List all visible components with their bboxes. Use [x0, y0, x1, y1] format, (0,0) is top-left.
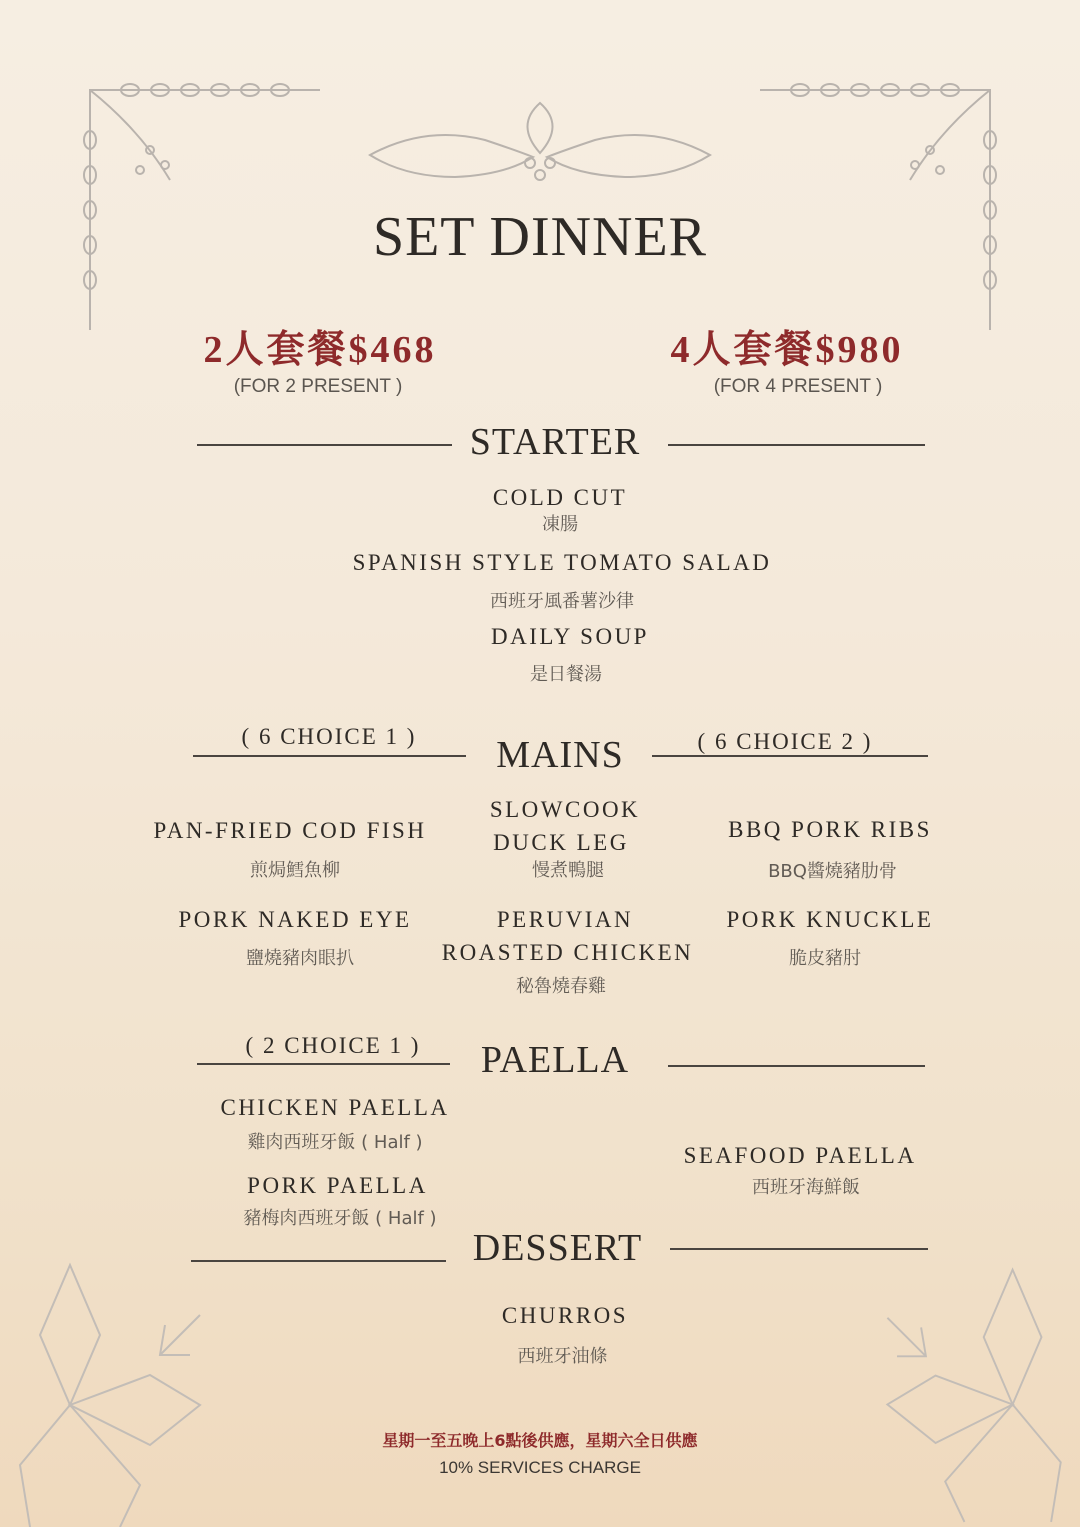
dish-name: CHURROS	[501, 1303, 629, 1328]
starter-heading: STARTER	[469, 421, 641, 463]
dish-name-zh: 脆皮豬肘	[789, 948, 861, 969]
mains-choice-left: ( 6 CHOICE 1 )	[241, 724, 417, 749]
dish-name: SPANISH STYLE TOMATO SALAD	[352, 550, 772, 575]
dish-name-zh: 西班牙海鮮飯	[752, 1177, 860, 1198]
dish-name: SEAFOOD PAELLA	[683, 1143, 917, 1168]
divider	[668, 444, 925, 446]
service-charge: 10% SERVICES CHARGE	[439, 1458, 641, 1477]
dish-name: DAILY SOUP	[491, 624, 649, 649]
set-4-note: (FOR 4 PRESENT )	[713, 376, 883, 397]
divider	[668, 1065, 925, 1067]
dish-name: PAN-FRIED COD FISH	[153, 818, 427, 843]
divider	[193, 755, 466, 757]
dish-name: PORK KNUCKLE	[726, 907, 934, 932]
divider	[197, 1063, 450, 1065]
dessert-heading: DESSERT	[472, 1227, 643, 1269]
set-2-note: (FOR 2 PRESENT )	[233, 376, 403, 397]
dish-name-zh: 鹽燒豬肉眼扒	[246, 948, 354, 969]
paella-heading: PAELLA	[480, 1039, 630, 1081]
divider	[197, 444, 452, 446]
dish-name-zh: 西班牙油條	[517, 1346, 608, 1367]
dish-name-zh: 秘魯燒春雞	[516, 976, 606, 997]
service-hours: 星期一至五晚上6點後供應，星期六全日供應	[382, 1431, 698, 1450]
dish-name: SLOWCOOK	[489, 797, 641, 822]
dish-name: PORK NAKED EYE	[178, 907, 412, 932]
dish-name-zh: 煎焗鱈魚柳	[250, 860, 340, 881]
dish-name: ROASTED CHICKEN	[441, 940, 694, 965]
mains-heading: MAINS	[496, 734, 624, 776]
divider	[191, 1260, 446, 1262]
set-4-price: 4人套餐$980	[670, 329, 904, 371]
divider	[652, 755, 928, 757]
dish-name-zh: BBQ醬燒豬肋骨	[768, 861, 897, 882]
dish-name: DUCK LEG	[493, 830, 629, 855]
snowflake-icon	[0, 1255, 270, 1527]
page-title: SET DINNER	[372, 206, 708, 268]
dish-name-zh: 慢煮鴨腿	[532, 860, 604, 881]
paella-choice: ( 2 CHOICE 1 )	[245, 1033, 421, 1058]
set-2-price: 2人套餐$468	[203, 329, 437, 371]
dish-name: CHICKEN PAELLA	[220, 1095, 450, 1120]
dish-name: COLD CUT	[492, 485, 628, 510]
divider	[670, 1248, 928, 1250]
dish-name-zh: 西班牙風番薯沙律	[490, 591, 634, 612]
dish-name: PORK PAELLA	[247, 1173, 428, 1198]
dish-name: BBQ PORK RIBS	[728, 817, 932, 842]
mains-choice-right: ( 6 CHOICE 2 )	[697, 729, 873, 754]
snowflake-icon	[820, 1255, 1080, 1527]
dish-name: PERUVIAN	[496, 907, 634, 932]
dish-name-zh: 雞肉西班牙飯 ( Half )	[247, 1132, 423, 1153]
holly-icon	[365, 95, 715, 190]
dish-name-zh: 凍腸	[542, 514, 578, 535]
dish-name-zh: 豬梅肉西班牙飯 ( Half )	[243, 1208, 437, 1229]
dish-name-zh: 是日餐湯	[530, 664, 602, 685]
